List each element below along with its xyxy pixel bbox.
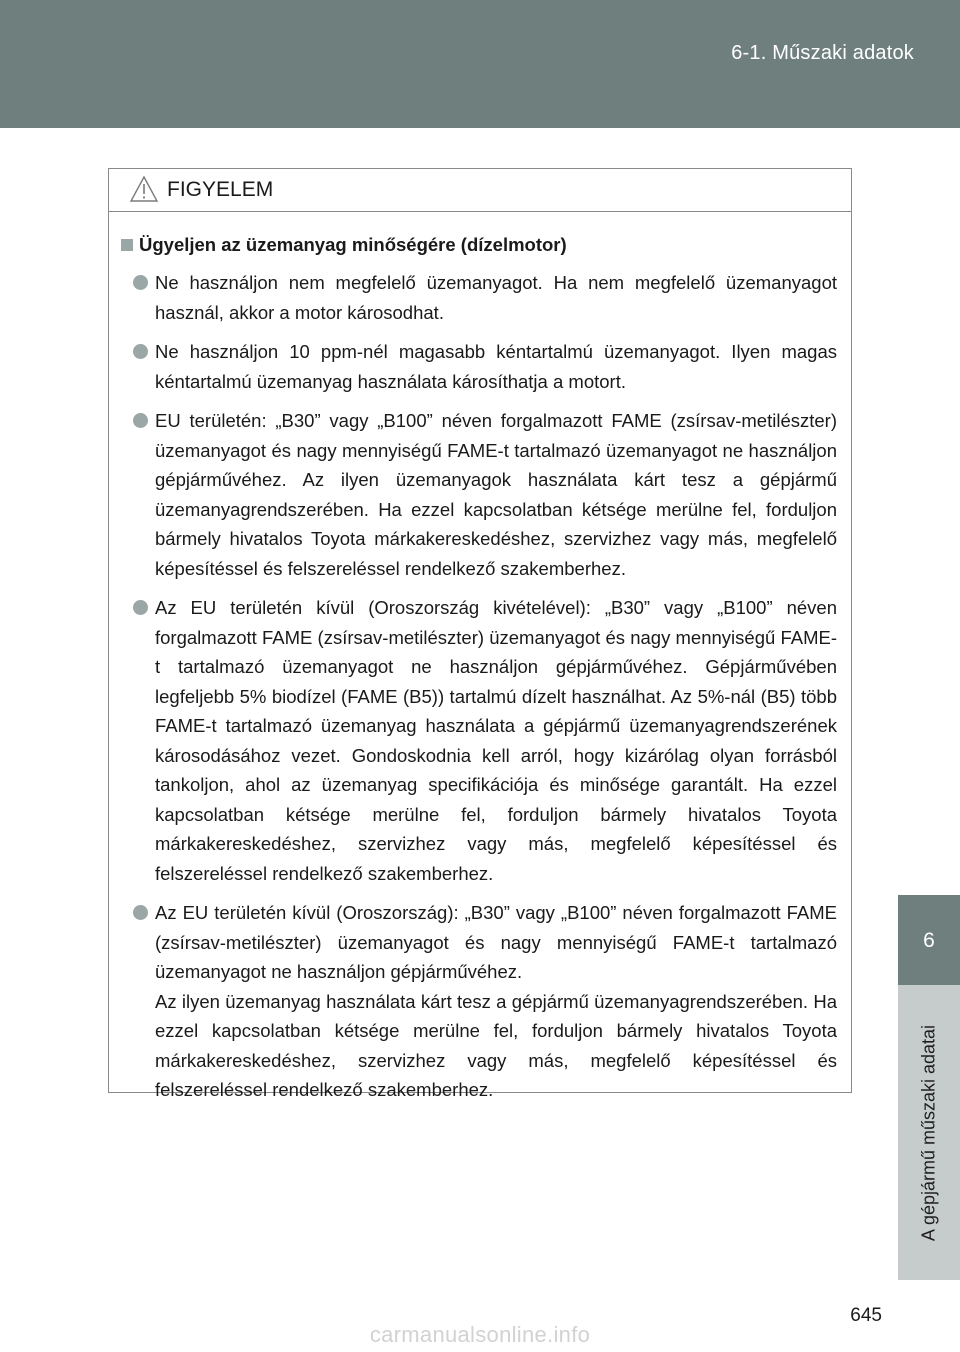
square-bullet-icon: [121, 239, 133, 251]
list-item-text: Az EU területén kívül (Oroszország): „B30” vagy „B100” néven forgalmazott FAME (zsírsav-metilészter) üzemanyagot és nagy mennyiségű FAME-t tartalmazó üzemanyagot ne használjon gépjárművéhez.: [155, 902, 837, 982]
list-item-text: Ne használjon 10 ppm-nél magasabb kéntartalmú üzemanyagot. Ilyen magas kéntartalmú üzemanyag használata károsíthatja a motort.: [155, 341, 837, 392]
chapter-side-label: A gépjármű műszaki adatai: [918, 1024, 939, 1241]
list-item: [121, 337, 837, 396]
chapter-tab: [898, 895, 960, 985]
list-item: [121, 406, 837, 583]
list-item-text: EU területén: „B30” vagy „B100” néven forgalmazott FAME (zsírsav-metilészter) üzemanyagot és nagy mennyiségű FAME-t tartalmazó üzemanyagot ne használjon gépjárművéhez. Az ilyen üzemanyagok használata kárt tesz a gépjármű üzemanyagrendszerében. Ha ezzel kapcsolatban kétsége merülne fel, forduljon bármely hivatalos Toyota márkakereskedéshez, szervizhez vagy más, megfelelő képesítéssel és felszereléssel rendelkező szakemberhez.: [155, 410, 837, 579]
chapter-side-strip: [898, 985, 960, 1280]
page-number: 645: [850, 1305, 882, 1326]
chapter-title: 6-1. Műszaki adatok: [731, 42, 914, 64]
header-bar: [0, 0, 960, 128]
list-item: [121, 593, 837, 888]
list-item-text: Az EU területén kívül (Oroszország kivételével): „B30” vagy „B100” néven forgalmazott FAME (zsírsav-metilészter) üzemanyagot és nagy mennyiségű FAME-t tartalmazó üzemanyagot ne használjon gépjárművéhez. Gépjárművében legfeljebb 5% biodízel (FAME (B5)) tartalmú dízelt használhat. Az 5%-nál (B5) több FAME-t tartalmazó üzemanyag használata a gépjármű üzemanyagrendszerének károsodásához vezet. Gondoskodnia kell arról, hogy kizárólag olyan forrásból tankoljon, ahol az üzemanyag specifikációja és minősége garantált. Ha ezzel kapcsolatban kétsége merülne fel, forduljon bármely hivatalos Toyota márkakereskedéshez, szervizhez vagy más, megfelelő képesítéssel és felszereléssel rendelkező szakemberhez.: [155, 597, 837, 884]
list-item-text: Ne használjon nem megfelelő üzemanyagot. Ha nem megfelelő üzemanyagot használ, akkor a motor károsodhat.: [155, 272, 837, 323]
dot-bullet-icon: [133, 600, 148, 615]
watermark: carmanualsonline.info: [369, 1322, 591, 1347]
warning-body: [109, 212, 851, 1105]
warning-header: [109, 169, 851, 212]
section-heading: [121, 230, 837, 260]
section-heading-text: Ügyeljen az üzemanyag minőségére (dízelmotor): [139, 234, 567, 255]
dot-bullet-icon: [133, 344, 148, 359]
list-item-text-continued: Az ilyen üzemanyag használata kárt tesz a gépjármű üzemanyagrendszerében. Ha ezzel kapcsolatban kétsége merülne fel, forduljon bármely hivatalos Toyota márkakereskedéshez, szervizhez vagy más, megfelelő képesítéssel és felszereléssel rendelkező szakemberhez.: [155, 990, 837, 1100]
warning-triangle-icon: [129, 175, 159, 203]
list-item: [121, 268, 837, 327]
warning-box: [108, 168, 852, 1100]
dot-bullet-icon: [133, 905, 148, 920]
dot-bullet-icon: [133, 275, 148, 290]
chapter-number: 6: [923, 929, 935, 952]
dot-bullet-icon: [133, 413, 148, 428]
warning-title: FIGYELEM: [167, 178, 274, 201]
list-item: [121, 898, 837, 1105]
